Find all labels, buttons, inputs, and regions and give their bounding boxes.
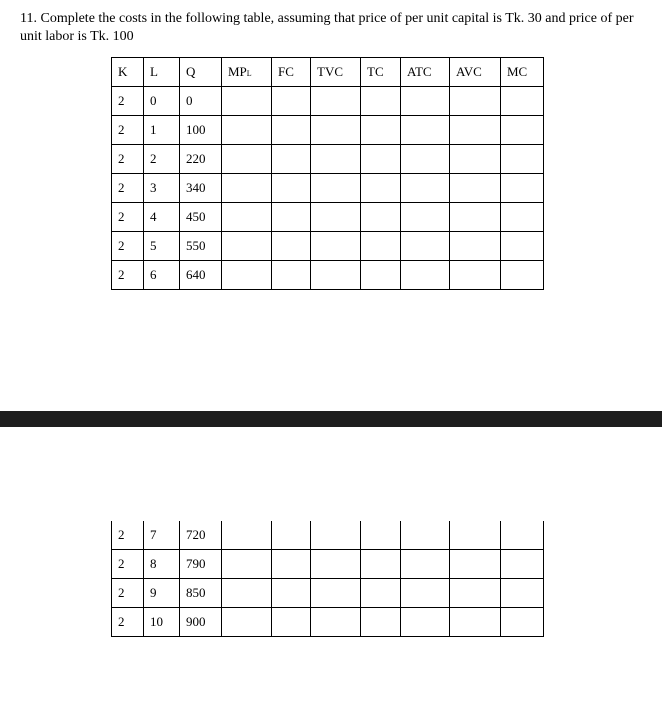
blank-answer-cell <box>401 87 450 116</box>
blank-answer-cell <box>501 550 544 579</box>
blank-answer-cell <box>361 521 401 550</box>
blank-answer-cell <box>311 87 361 116</box>
blank-answer-cell <box>222 521 272 550</box>
blank-answer-cell <box>401 232 450 261</box>
table-row <box>112 116 544 145</box>
blank-answer-cell <box>450 203 501 232</box>
table-row <box>112 521 544 550</box>
table-row <box>112 550 544 579</box>
blank-answer-cell <box>501 116 544 145</box>
blank-answer-cell <box>272 579 311 608</box>
cell-k: 2 <box>112 174 144 203</box>
header-row <box>112 58 544 87</box>
cell-q: 640 <box>180 261 222 290</box>
table-row <box>112 174 544 203</box>
cell-k: 2 <box>112 232 144 261</box>
table-row <box>112 579 544 608</box>
cell-k: 2 <box>112 579 144 608</box>
blank-answer-cell <box>222 579 272 608</box>
blank-answer-cell <box>361 174 401 203</box>
blank-answer-cell <box>401 608 450 637</box>
table-row <box>112 261 544 290</box>
cell-l: 6 <box>144 261 180 290</box>
blank-answer-cell <box>222 232 272 261</box>
cell-k: 2 <box>112 521 144 550</box>
blank-answer-cell <box>401 116 450 145</box>
blank-answer-cell <box>222 174 272 203</box>
blank-answer-cell <box>311 579 361 608</box>
blank-answer-cell <box>311 116 361 145</box>
blank-answer-cell <box>272 203 311 232</box>
blank-answer-cell <box>361 232 401 261</box>
blank-answer-cell <box>222 261 272 290</box>
blank-answer-cell <box>401 261 450 290</box>
blank-answer-cell <box>272 145 311 174</box>
table-row <box>112 203 544 232</box>
blank-answer-cell <box>272 116 311 145</box>
header-k: K <box>112 58 144 87</box>
table-row <box>112 87 544 116</box>
cell-l: 4 <box>144 203 180 232</box>
blank-answer-cell <box>361 261 401 290</box>
header-mpl <box>222 58 272 87</box>
blank-answer-cell <box>311 608 361 637</box>
blank-answer-cell <box>450 232 501 261</box>
blank-answer-cell <box>361 87 401 116</box>
blank-answer-cell <box>501 203 544 232</box>
blank-answer-cell <box>272 232 311 261</box>
cell-k: 2 <box>112 608 144 637</box>
cell-k: 2 <box>112 261 144 290</box>
blank-answer-cell <box>272 261 311 290</box>
blank-answer-cell <box>450 116 501 145</box>
blank-answer-cell <box>401 174 450 203</box>
blank-answer-cell <box>450 521 501 550</box>
blank-answer-cell <box>272 174 311 203</box>
header-tc: TC <box>361 58 401 87</box>
cell-q: 790 <box>180 550 222 579</box>
cell-l: 10 <box>144 608 180 637</box>
blank-answer-cell <box>222 116 272 145</box>
blank-answer-cell <box>222 608 272 637</box>
blank-answer-cell <box>361 579 401 608</box>
blank-answer-cell <box>401 145 450 174</box>
cell-l: 8 <box>144 550 180 579</box>
header-mpl-subscript: L <box>246 69 252 78</box>
cell-k: 2 <box>112 145 144 174</box>
header-l: L <box>144 58 180 87</box>
blank-answer-cell <box>501 87 544 116</box>
blank-answer-cell <box>311 261 361 290</box>
blank-answer-cell <box>311 232 361 261</box>
blank-answer-cell <box>401 550 450 579</box>
cost-table-page2 <box>111 521 544 637</box>
table-row <box>112 608 544 637</box>
blank-answer-cell <box>311 203 361 232</box>
cell-q: 100 <box>180 116 222 145</box>
blank-answer-cell <box>272 87 311 116</box>
question-text: 11. Complete the costs in the following table, assuming that price of per unit capital is Tk. 30 and price of per unit labor is Tk. 100 <box>20 11 634 44</box>
blank-answer-cell <box>272 521 311 550</box>
blank-answer-cell <box>501 232 544 261</box>
blank-answer-cell <box>501 261 544 290</box>
cell-l: 2 <box>144 145 180 174</box>
header-atc: ATC <box>401 58 450 87</box>
table-row <box>112 232 544 261</box>
blank-answer-cell <box>401 203 450 232</box>
cell-k: 2 <box>112 87 144 116</box>
blank-answer-cell <box>311 174 361 203</box>
blank-answer-cell <box>361 550 401 579</box>
header-mc: MC <box>501 58 544 87</box>
blank-answer-cell <box>311 550 361 579</box>
cell-l: 7 <box>144 521 180 550</box>
blank-answer-cell <box>450 261 501 290</box>
blank-answer-cell <box>222 87 272 116</box>
blank-answer-cell <box>501 579 544 608</box>
blank-answer-cell <box>501 608 544 637</box>
blank-answer-cell <box>450 145 501 174</box>
blank-answer-cell <box>450 87 501 116</box>
header-mpl-main: MP <box>228 64 247 79</box>
header-fc: FC <box>272 58 311 87</box>
cell-q: 720 <box>180 521 222 550</box>
cell-q: 0 <box>180 87 222 116</box>
cell-q: 220 <box>180 145 222 174</box>
blank-answer-cell <box>272 608 311 637</box>
blank-answer-cell <box>222 203 272 232</box>
cell-l: 3 <box>144 174 180 203</box>
blank-answer-cell <box>450 579 501 608</box>
cell-k: 2 <box>112 116 144 145</box>
blank-answer-cell <box>450 550 501 579</box>
blank-answer-cell <box>450 608 501 637</box>
cell-q: 900 <box>180 608 222 637</box>
blank-answer-cell <box>401 521 450 550</box>
cost-table-page1 <box>111 57 544 290</box>
blank-answer-cell <box>222 550 272 579</box>
cell-l: 9 <box>144 579 180 608</box>
blank-answer-cell <box>361 145 401 174</box>
blank-answer-cell <box>450 174 501 203</box>
blank-answer-cell <box>361 116 401 145</box>
cell-q: 850 <box>180 579 222 608</box>
cell-l: 0 <box>144 87 180 116</box>
blank-answer-cell <box>501 174 544 203</box>
blank-answer-cell <box>401 579 450 608</box>
cell-k: 2 <box>112 203 144 232</box>
cell-l: 1 <box>144 116 180 145</box>
cell-l: 5 <box>144 232 180 261</box>
page-break-bar <box>0 411 662 427</box>
blank-answer-cell <box>361 608 401 637</box>
header-q: Q <box>180 58 222 87</box>
cell-q: 550 <box>180 232 222 261</box>
blank-answer-cell <box>501 521 544 550</box>
cell-q: 340 <box>180 174 222 203</box>
blank-answer-cell <box>222 145 272 174</box>
blank-answer-cell <box>501 145 544 174</box>
header-avc: AVC <box>450 58 501 87</box>
cell-q: 450 <box>180 203 222 232</box>
blank-answer-cell <box>311 521 361 550</box>
blank-answer-cell <box>311 145 361 174</box>
header-tvc: TVC <box>311 58 361 87</box>
table-row <box>112 145 544 174</box>
blank-answer-cell <box>272 550 311 579</box>
blank-answer-cell <box>361 203 401 232</box>
cell-k: 2 <box>112 550 144 579</box>
